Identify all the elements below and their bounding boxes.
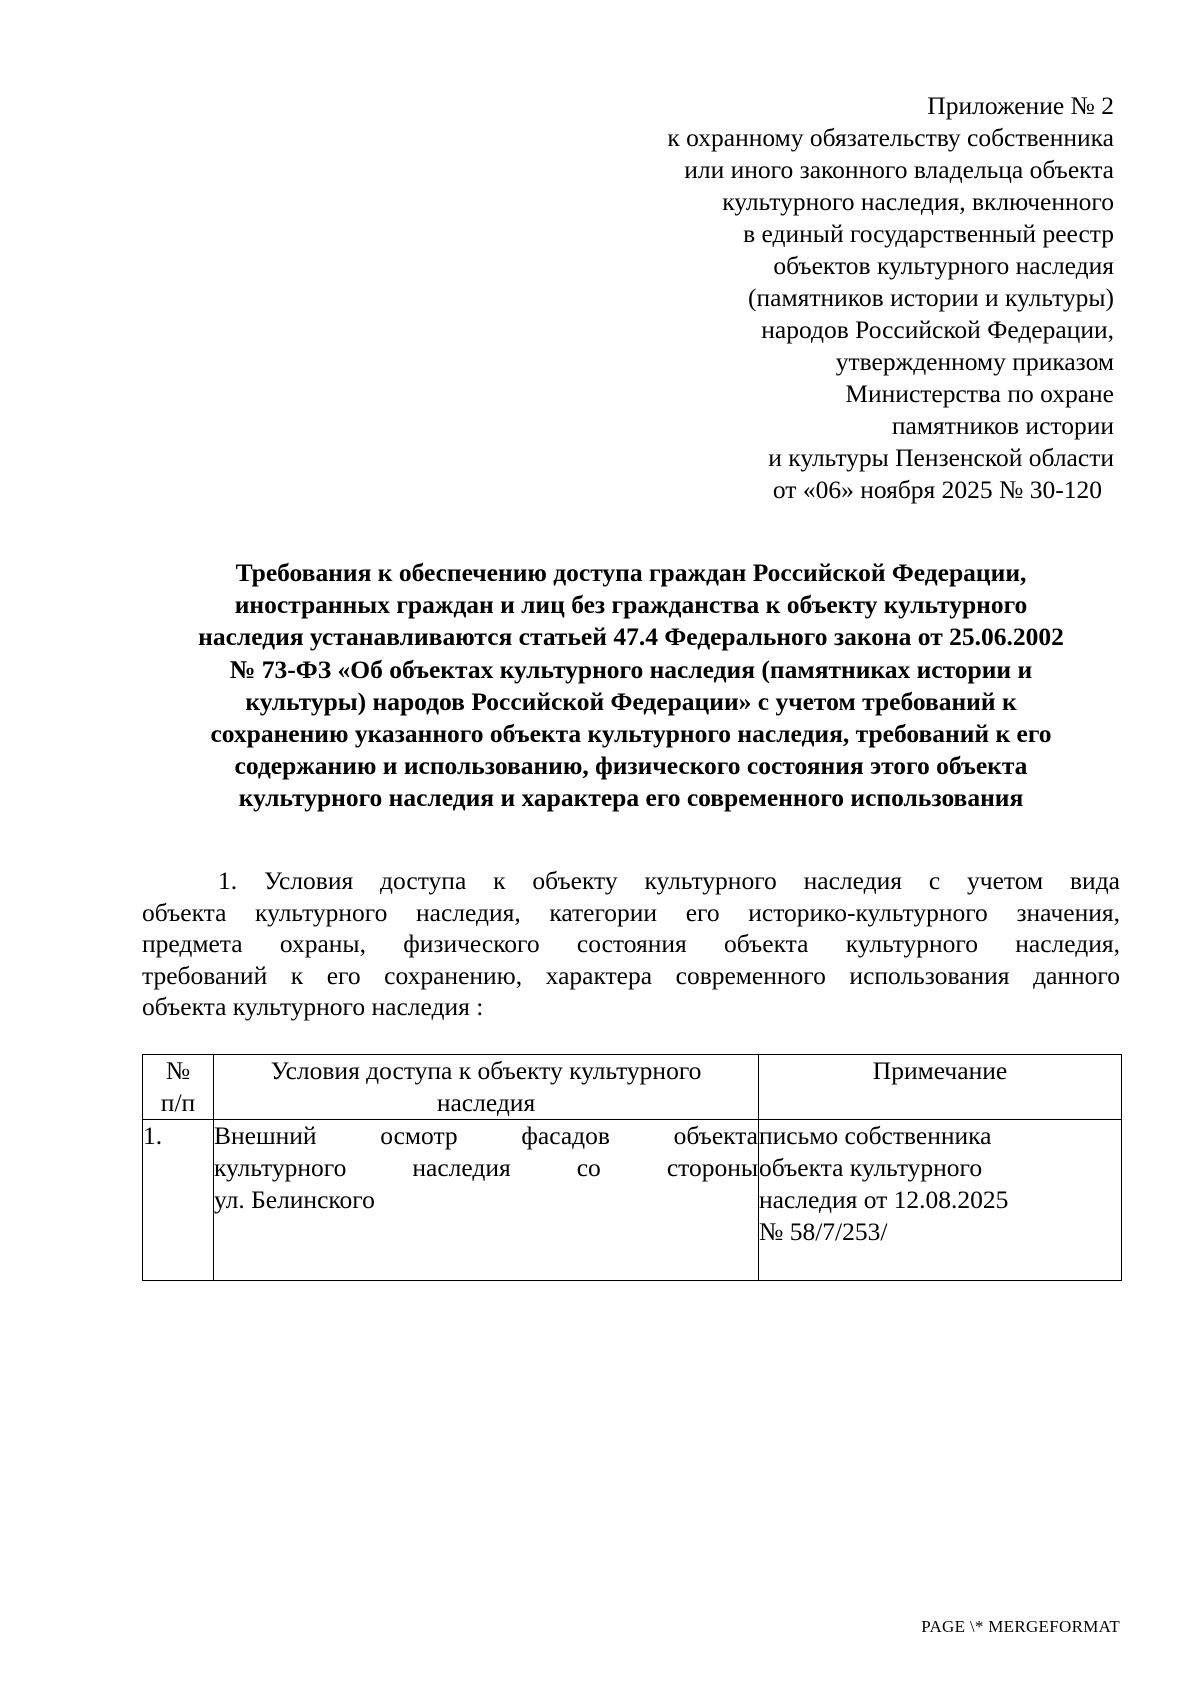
paragraph-line: объекта культурного наследия, категории его историко-культурного значения, [142,897,1120,927]
appendix-line: объектов культурного наследия [773,251,1114,280]
appendix-line: (памятников истории и культуры) [748,283,1114,312]
title-line: культуры) народов Российской Федерации» с учетом требований к [245,686,1017,716]
row-conditions: Внешний осмотр фасадов объекта культурного наследия со стороны ул. Белинского [214,1120,759,1281]
appendix-line: Министерства по охране [845,379,1114,408]
appendix-line: народов Российской Федерации, [761,315,1114,344]
appendix-line: утвержденному приказом [835,347,1114,376]
appendix-line: культурного наследия, включенного [722,187,1114,216]
appendix-line: в единый государственный реестр [743,219,1114,248]
paragraph-line: требований к его сохранению, характера современного использования данного [142,960,1120,990]
title-line: наследия устанавливаются статьей 47.4 Федерального закона от 25.06.2002 [198,622,1064,652]
title-line: Требования к обеспечению доступа граждан Российской Федерации, [235,558,1027,587]
row-number: 1. [143,1120,214,1281]
header-number: № п/п [143,1055,214,1120]
paragraph-line: объекта культурного наследия : [142,992,484,1021]
title-line: № 73-ФЗ «Об объектах культурного наследия (памятниках истории и [229,654,1033,684]
appendix-header [554,90,1114,506]
appendix-line-date: от «06» ноября 2025 № 30-120 [772,475,1102,504]
title-line: сохранению указанного объекта культурного наследия, требований к его [210,719,1052,749]
table-header-row [143,1055,1122,1120]
header-note: Примечание [759,1055,1122,1120]
title-line: культурного наследия и характера его современного использования [238,783,1024,813]
access-conditions-table [142,1054,1122,1281]
table-row [143,1120,1122,1281]
document-title [142,557,1120,815]
appendix-line: и культуры Пензенской области [768,443,1114,472]
paragraph-line: предмета охраны, физического состояния объекта культурного наследия, [142,929,1120,958]
title-line: содержанию и использованию, физического состояния этого объекта [234,751,1028,781]
row-note: письмо собственника объекта культурного наследия от 12.08.2025 № 58/7/253/ [759,1120,1122,1281]
paragraph-line: 1. Условия доступа к объекту культурного наследия с учетом вида [218,866,1120,895]
page-field-code: PAGE \* MERGEFORMAT [921,1617,1120,1636]
appendix-line: или иного законного владельца объекта [684,155,1114,184]
header-conditions: Условия доступа к объекту культурного наследия [214,1055,759,1120]
appendix-line: Приложение № 2 [927,91,1114,120]
appendix-line: памятников истории [891,411,1114,440]
appendix-line: к охранному обязательству собственника [667,123,1114,152]
access-conditions-paragraph [142,865,1120,1023]
title-line: иностранных граждан и лиц без гражданства к объекту культурного [234,590,1028,620]
